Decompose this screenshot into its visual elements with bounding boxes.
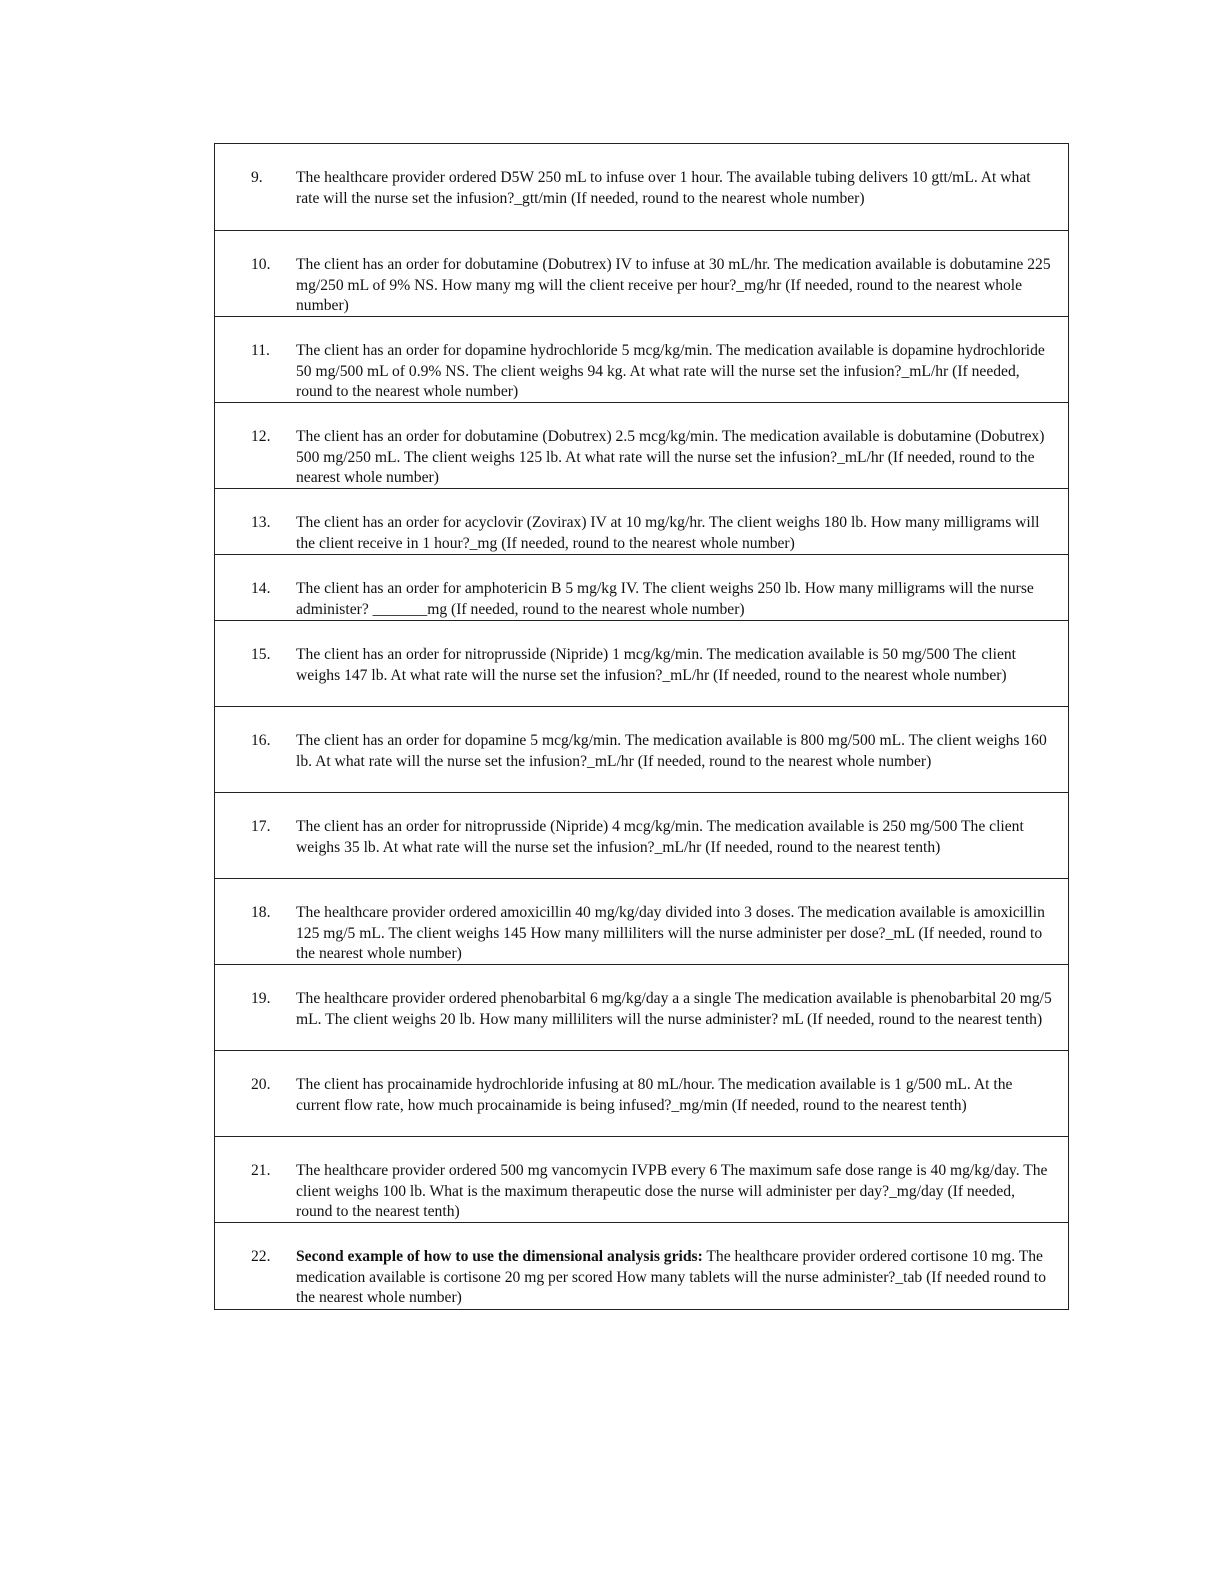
question-row-10 [215,231,1068,317]
question-row-21 [215,1137,1068,1223]
question-text: The healthcare provider ordered 500 mg vancomycin IVPB every 6 The maximum safe dose range is 40 mg/kg/day. The client weighs 100 lb. What is the maximum therapeutic dose the nurse will administer per day?_mg/day (If needed, round to the nearest tenth) [296,1162,1048,1221]
question-text: The client has an order for acyclovir (Zovirax) IV at 10 mg/kg/hr. The client weighs 180 lb. How many milligrams will the client receive in 1 hour?_mg (If needed, round to the nearest whole number) [296,514,1040,552]
question-text: The client has an order for amphotericin B 5 mg/kg IV. The client weighs 250 lb. How many milligrams will the nurse administer? _______mg (If needed, round to the nearest whole number) [296,580,1034,618]
question-row-19 [215,965,1068,1051]
question-number: 12. [251,428,271,445]
question-number: 17. [251,818,271,835]
question-row-13 [215,489,1068,555]
question-text: Second example of how to use the dimensional analysis grids: The healthcare provider ordered cortisone 10 mg. The medication available is cortisone 20 mg per scored How many tablets will the nurse administer?_tab (If needed round to the nearest whole number) [296,1248,1047,1307]
question-row-20 [215,1051,1068,1137]
question-number: 15. [251,646,271,663]
question-text: The client has an order for dopamine 5 mcg/kg/min. The medication available is 800 mg/500 mL. The client weighs 160 lb. At what rate will the nurse set the infusion?_mL/hr (If needed, round to the nearest whole number) [296,732,1047,770]
question-row-17 [215,793,1068,879]
question-row-14 [215,555,1068,621]
question-number: 22. [251,1248,271,1265]
question-row-12 [215,403,1068,489]
question-text: The client has an order for dobutamine (Dobutrex) IV to infuse at 30 mL/hr. The medication available is dobutamine 225 mg/250 mL of 9% NS. How many mg will the client receive per hour?_mg/hr (If needed, round to the nearest whole number) [296,256,1051,315]
question-text: The client has an order for nitroprusside (Nipride) 1 mcg/kg/min. The medication available is 50 mg/500 The client weighs 147 lb. At what rate will the nurse set the infusion?_mL/hr (If needed, round to the nearest whole number) [296,646,1017,684]
question-text: The client has an order for nitroprusside (Nipride) 4 mcg/kg/min. The medication available is 250 mg/500 The client weighs 35 lb. At what rate will the nurse set the infusion?_mL/hr (If needed, round to the nearest tenth) [296,818,1024,856]
question-text: The client has procainamide hydrochloride infusing at 80 mL/hour. The medication available is 1 g/500 mL. At the current flow rate, how much procainamide is being infused?_mg/min (If needed, round to the nearest tenth) [296,1076,1013,1114]
question-table [214,143,1069,1310]
question-text: The healthcare provider ordered phenobarbital 6 mg/kg/day a a single The medication available is phenobarbital 20 mg/5 mL. The client weighs 20 lb. How many milliliters will the nurse administer? mL (If needed, round to the nearest tenth) [296,990,1052,1028]
question-text: The client has an order for dopamine hydrochloride 5 mcg/kg/min. The medication available is dopamine hydrochloride 50 mg/500 mL of 0.9% NS. The client weighs 94 kg. At what rate will the nurse set the infusion?_mL/hr (If needed, round to the nearest whole number) [296,342,1045,401]
question-number: 20. [251,1076,271,1093]
question-text: The healthcare provider ordered amoxicillin 40 mg/kg/day divided into 3 doses. The medication available is amoxicillin 125 mg/5 mL. The client weighs 145 How many milliliters will the nurse administer per dose?_mL (If needed, round to the nearest whole number) [296,904,1045,963]
question-number: 19. [251,990,271,1007]
question-number: 16. [251,732,271,749]
question-text: The client has an order for dobutamine (Dobutrex) 2.5 mcg/kg/min. The medication available is dobutamine (Dobutrex) 500 mg/250 mL. The client weighs 125 lb. At what rate will the nurse set the infusion?_mL/hr (If needed, round to the nearest whole number) [296,428,1045,487]
question-row-18 [215,879,1068,965]
question-number: 10. [251,256,271,273]
question-text: The healthcare provider ordered D5W 250 mL to infuse over 1 hour. The available tubing delivers 10 gtt/mL. At what rate will the nurse set the infusion?_gtt/min (If needed, round to the nearest whole number) [296,169,1031,207]
question-number: 18. [251,904,271,921]
question-row-11 [215,317,1068,403]
question-number: 14. [251,580,271,597]
question-row-16 [215,707,1068,793]
question-row-15 [215,621,1068,707]
question-number: 21. [251,1162,271,1179]
question-row-9 [215,144,1068,231]
question-number: 13. [251,514,271,531]
question-number: 9. [251,169,263,186]
question-number: 11. [251,342,270,359]
question-row-22 [215,1223,1068,1309]
